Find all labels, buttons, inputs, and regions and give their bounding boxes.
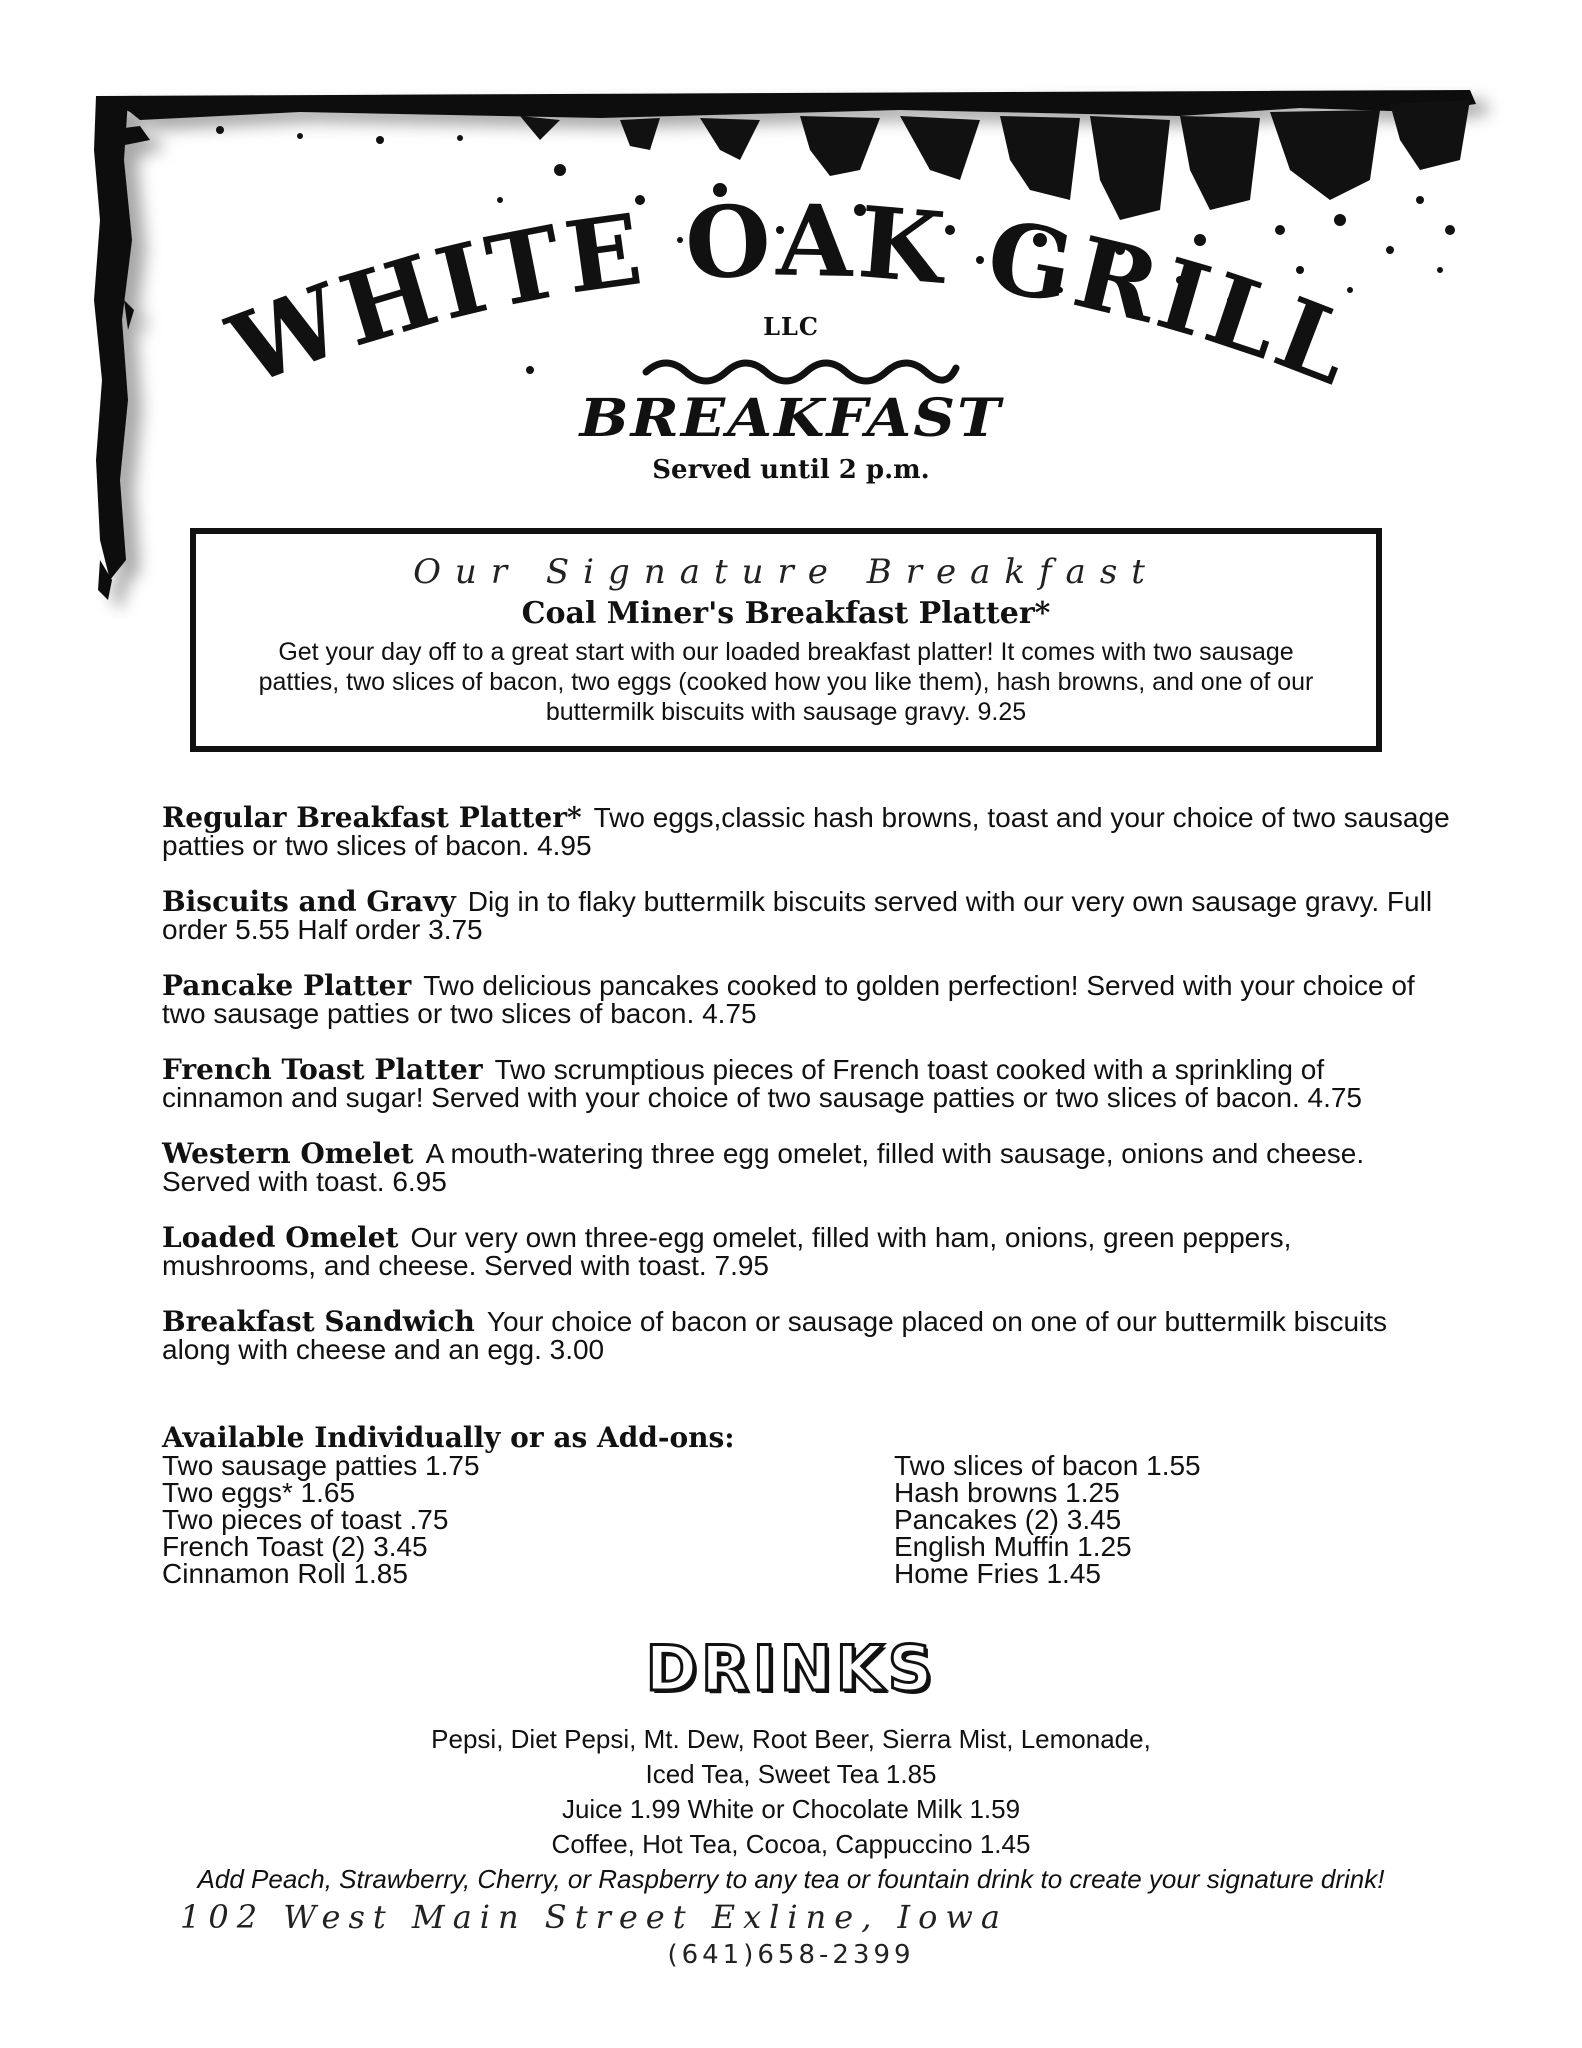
menu-item-name: Regular Breakfast Platter* <box>162 801 582 834</box>
addon-item: Two slices of bacon 1.55 <box>894 1450 1201 1481</box>
signature-item-name: Coal Miner's Breakfast Platter* <box>521 596 1051 631</box>
wave-divider <box>640 348 960 388</box>
drink-line: Pepsi, Diet Pepsi, Mt. Dew, Root Beer, Sierra Mist, Lemonade, <box>431 1724 1151 1754</box>
menu-item <box>162 969 1452 1029</box>
menu-item-name: Breakfast Sandwich <box>162 1305 475 1338</box>
drink-line: Juice 1.99 White or Chocolate Milk 1.59 <box>561 1794 1021 1824</box>
drink-line: Iced Tea, Sweet Tea 1.85 <box>645 1759 937 1789</box>
drink-note: Add Peach, Strawberry, Cherry, or Raspberry to any tea or fountain drink to create your signature drink! <box>197 1864 1385 1894</box>
menu-item <box>162 1053 1452 1113</box>
menu-item <box>162 1221 1452 1281</box>
address: 102 West Main Street Exline, Iowa <box>180 1898 1008 1936</box>
menu-item <box>162 801 1452 861</box>
addon-item: English Muffin 1.25 <box>894 1531 1132 1562</box>
addon-item: Two eggs* 1.65 <box>162 1477 356 1508</box>
menu-item-name: Western Omelet <box>162 1137 414 1170</box>
menu-item <box>162 1137 1452 1197</box>
section-title: BREAKFAST <box>579 387 1003 449</box>
menu-item-desc: Two delicious pancakes cooked to golden perfection! Served with your choice of two sausage patties or two slices of bacon. 4.75 <box>162 970 1415 1029</box>
addons-section <box>162 1421 1452 1589</box>
menu-items <box>162 801 1452 1392</box>
menu-item-desc: Two scrumptious pieces of French toast cooked with a sprinkling of cinnamon and sugar! Served with your choice of two sausage patties or two slices of bacon. 4.75 <box>162 1054 1363 1113</box>
menu-item-desc: Two eggs,classic hash browns, toast and your choice of two sausage patties or two slices of bacon. 4.95 <box>162 802 1450 861</box>
menu-item-desc: Our very own three-egg omelet, filled with ham, onions, green peppers, mushrooms, and cheese. Served with toast. 7.95 <box>162 1222 1292 1281</box>
drink-line: Coffee, Hot Tea, Cocoa, Cappuccino 1.45 <box>551 1829 1031 1859</box>
menu-item-desc: Dig in to flaky buttermilk biscuits served with our very own sausage gravy. Full order 5.55 Half order 3.75 <box>162 886 1433 945</box>
addon-item: Cinnamon Roll 1.85 <box>162 1558 408 1589</box>
addon-item: Home Fries 1.45 <box>894 1558 1101 1589</box>
signature-item-description: Get your day off to a great start with our loaded breakfast platter! It comes with two sausage patties, two slices of bacon, two eggs (cooked how you like them), hash browns, and one of our buttermilk biscuits with sausage gravy. 9.25 <box>258 638 1314 726</box>
addon-item: Two pieces of toast .75 <box>162 1504 449 1535</box>
menu-item-name: Biscuits and Gravy <box>162 885 456 918</box>
menu-item-name: Pancake Platter <box>162 969 412 1002</box>
menu-item-desc: Your choice of bacon or sausage placed on one of our buttermilk biscuits along with cheese and an egg. 3.00 <box>162 1306 1388 1365</box>
served-until: Served until 2 p.m. <box>652 455 930 485</box>
drinks-section <box>0 1722 1582 1897</box>
addon-item: French Toast (2) 3.45 <box>162 1531 428 1562</box>
addon-item: Hash browns 1.25 <box>894 1477 1120 1508</box>
menu-item <box>162 885 1452 945</box>
menu-item-name: Loaded Omelet <box>162 1221 399 1254</box>
llc-label: LLC <box>763 312 819 341</box>
menu-item-desc: A mouth-watering three egg omelet, filled with sausage, onions and cheese. Served with toast. 6.95 <box>162 1138 1365 1197</box>
addon-item: Two sausage patties 1.75 <box>162 1450 480 1481</box>
signature-box <box>190 528 1382 752</box>
signature-heading: Our Signature Breakfast <box>413 552 1159 592</box>
addons-title: Available Individually or as Add-ons: <box>162 1421 735 1454</box>
addons-left-column <box>162 1452 894 1587</box>
menu-item <box>162 1305 1452 1365</box>
addons-right-column <box>894 1452 1201 1587</box>
addon-item: Pancakes (2) 3.45 <box>894 1504 1122 1535</box>
phone-number: (641)658-2399 <box>667 1940 915 1970</box>
drinks-title: DRINKS <box>645 1632 937 1705</box>
menu-item-name: French Toast Platter <box>162 1053 483 1086</box>
svg-text:WHITE OAK GRILL: WHITE OAK GRILL <box>215 183 1371 410</box>
